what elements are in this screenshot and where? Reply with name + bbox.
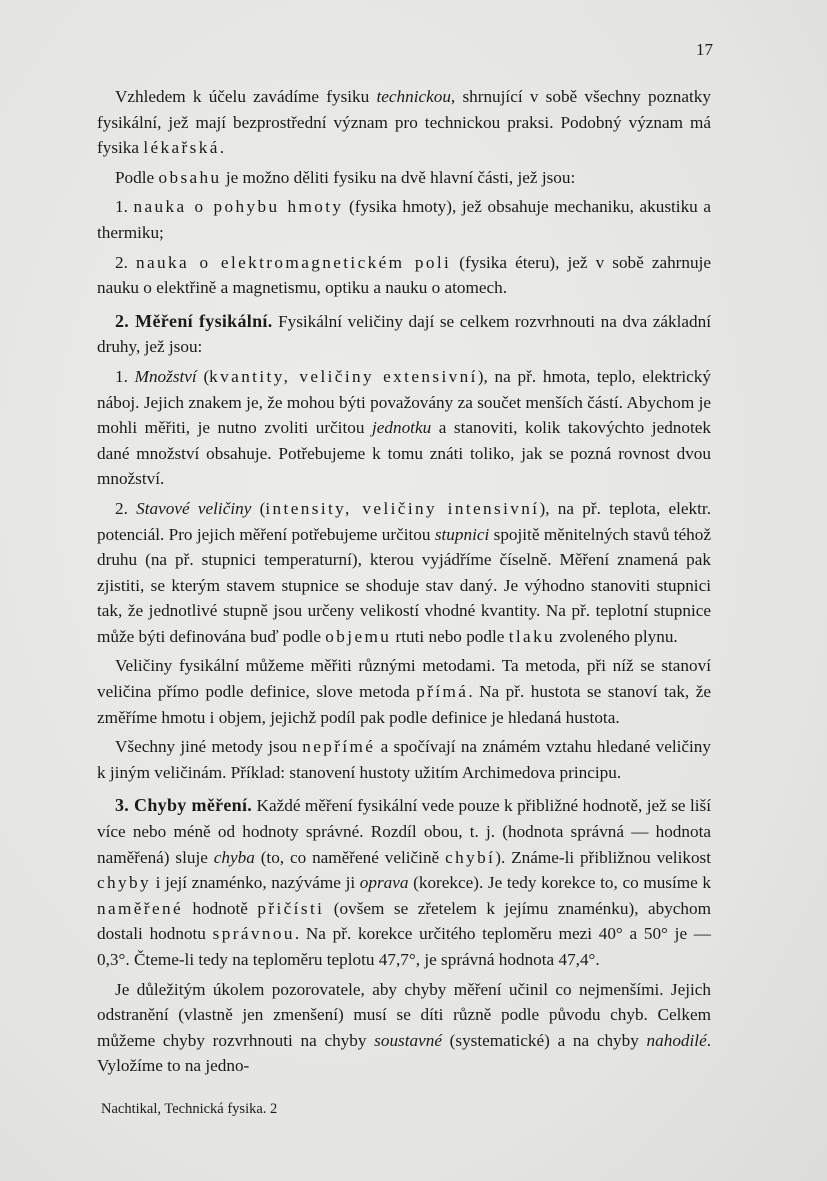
text-run: 2.: [115, 498, 137, 518]
paragraph-quantities: [97, 364, 711, 492]
text-run: 2.: [115, 252, 136, 272]
emphasis: stupnici: [434, 524, 490, 544]
emphasis: nahodilé: [646, 1030, 707, 1050]
spaced-term: správnou: [212, 924, 295, 944]
text-run: Každé měření fysikální vede pouze k přibližné hodnotě, jež se liší více nebo méně od hodnoty správné. Rozdíl obou, t. j. (hodnota správná — hodnota naměřená) sluje: [97, 796, 711, 867]
paragraph-indirect-methods: [97, 734, 711, 785]
text-run: Fysikální veličiny dají se celkem rozvrhnouti na dva základní druhy, jež jsou:: [97, 311, 711, 357]
text-run: ). Známe-li přibližnou velikost: [495, 847, 711, 867]
spaced-term: obsahu: [158, 167, 222, 187]
paragraph-methods: [97, 653, 711, 730]
text-run: zvoleného plynu.: [555, 626, 678, 646]
section-heading: 2. Měření fysikální.: [115, 310, 273, 331]
text-run: Veličiny fysikální můžeme měřiti různými metodami. Ta metoda, při níž se stanoví veličina přímo podle definice, slove metoda: [97, 656, 711, 702]
text-run: . Na př. korekce určitého teploměru mezi 40° a 50° je — 0,3°. Čteme-li tedy na teploměru teplotu 47,7°, je správná hodnota 47,4°.: [97, 924, 711, 969]
text-run: a stanoviti, kolik takovýchto jednotek dané množství obsahuje. Potřebujeme k tomu znáti toliko, jak se pozná rovnost dvou množství.: [97, 418, 711, 489]
paragraph-intro: [97, 84, 711, 161]
text-run: . Vyložíme to na jedno-: [97, 1030, 711, 1076]
spaced-term: nauka o elektromagnetickém poli: [135, 252, 452, 272]
paragraph-state-quantities: [97, 496, 711, 650]
text-run: ), na př. teplota, elektr. potenciál. Pro jejich měření potřebujeme určitou: [97, 498, 711, 544]
spaced-term: intensity, veličiny intensivní: [265, 498, 540, 518]
text-run: Všechny jiné metody jsou: [115, 737, 303, 757]
text-run: (korekce). Je tedy korekce to, co musíme k: [408, 873, 712, 893]
text-run: (fysika hmoty), jež obsahuje mechaniku, akustiku a thermiku;: [97, 197, 711, 242]
spaced-term: naměřené: [97, 898, 183, 918]
text-run: (ovšem se zřetelem k jejímu znaménku), abychom dostali hodnotu: [97, 898, 711, 944]
spaced-term: tlaku: [508, 626, 556, 646]
text-run: (: [251, 498, 266, 518]
spaced-term: lékařská: [143, 138, 220, 158]
page-body: [97, 84, 711, 1083]
spaced-term: chybí: [445, 847, 496, 867]
text-run: rtuti nebo podle: [391, 626, 509, 646]
emphasis: technickou: [376, 87, 451, 106]
text-run: a spočívají na známém vztahu hledané veličiny k jiným veličinám. Příklad: stanovení hustoty užitím Archimedova principu.: [97, 737, 711, 782]
list-item-1: [97, 194, 711, 245]
paragraph-division: [97, 165, 711, 191]
section-measurement: [97, 309, 711, 360]
text-run: 1.: [115, 366, 135, 386]
emphasis: oprava: [359, 873, 409, 893]
page-number: 17: [696, 40, 713, 59]
emphasis: Stavové veličiny: [136, 498, 252, 518]
list-item-2: [97, 250, 711, 301]
text-run: , shrnující v sobě všechny poznatky fysikální, jež mají bezprostřední význam pro technickou praksi. Podobný význam má fysika: [97, 87, 711, 158]
text-run: je možno děliti fysiku na dvě hlavní části, jež jsou:: [221, 167, 576, 187]
section-errors: [97, 793, 711, 972]
text-run: (: [196, 366, 210, 386]
text-run: . Na př. hustota se stanoví tak, že změříme hmotu i objem, jejichž podíl pak podle definice je hledaná hustota.: [97, 682, 711, 727]
spaced-term: přímá: [416, 682, 469, 702]
text-run: .: [219, 138, 225, 158]
text-run: (systematické) a na chyby: [441, 1030, 647, 1050]
emphasis: Množství: [134, 366, 197, 386]
section-heading: 3. Chyby měření.: [115, 795, 253, 816]
emphasis: chyba: [213, 847, 255, 867]
text-run: i její znaménko, nazýváme ji: [151, 873, 360, 893]
text-run: hodnotě: [183, 898, 258, 918]
emphasis: soustavné: [374, 1030, 442, 1050]
spaced-term: objemu: [325, 626, 392, 646]
text-run: 1.: [115, 197, 134, 217]
spaced-term: chyby: [97, 873, 152, 893]
text-run: (to, co naměřené veličině: [254, 847, 446, 867]
text-run: ), na př. hmota, teplo, elektrický náboj. Jejich znakem je, že mohou býti považovány za součet menších částí. Abychom je mohli měřiti, je nutno zvoliti určitou: [97, 366, 711, 438]
spaced-term: nepřímé: [302, 737, 376, 757]
footer-signature: Nachtikal, Technická fysika. 2: [101, 1101, 278, 1117]
text-run: Je důležitým úkolem pozorovatele, aby chyby měření učinil co nejmenšími. Jejich odstranění (vlastně jen zmenšení) musí se díti různě podle původu chyb. Celkem můžeme chyby rozvrhnouti na chyby: [97, 979, 711, 1050]
emphasis: jednotku: [371, 418, 432, 438]
spaced-term: přičísti: [257, 898, 325, 918]
spaced-term: kvantity, veličiny extensivní: [209, 366, 478, 386]
paragraph-error-types: [97, 977, 711, 1079]
text-run: (fysika éteru), jež v sobě zahrnuje nauku o elektřině a magnetismu, optiku a nauku o atomech.: [97, 252, 711, 298]
text-run: Vzhledem k účelu zavádíme fysiku: [115, 87, 377, 106]
text-run: Podle: [115, 167, 159, 187]
text-run: spojitě měnitelných stavů téhož druhu (na př. stupnici temperaturní), kterou vyjádříme číselně. Měření znamená pak zjistiti, se kterým stavem stupnice se shoduje stav daný. Je výhodno stanoviti stupnici tak, že jednotlivé stupně jsou určeny velikostí vhodné kvantity. Na př. teplotní stupnice může býti definována buď podle: [97, 524, 711, 646]
spaced-term: nauka o pohybu hmoty: [133, 197, 344, 217]
